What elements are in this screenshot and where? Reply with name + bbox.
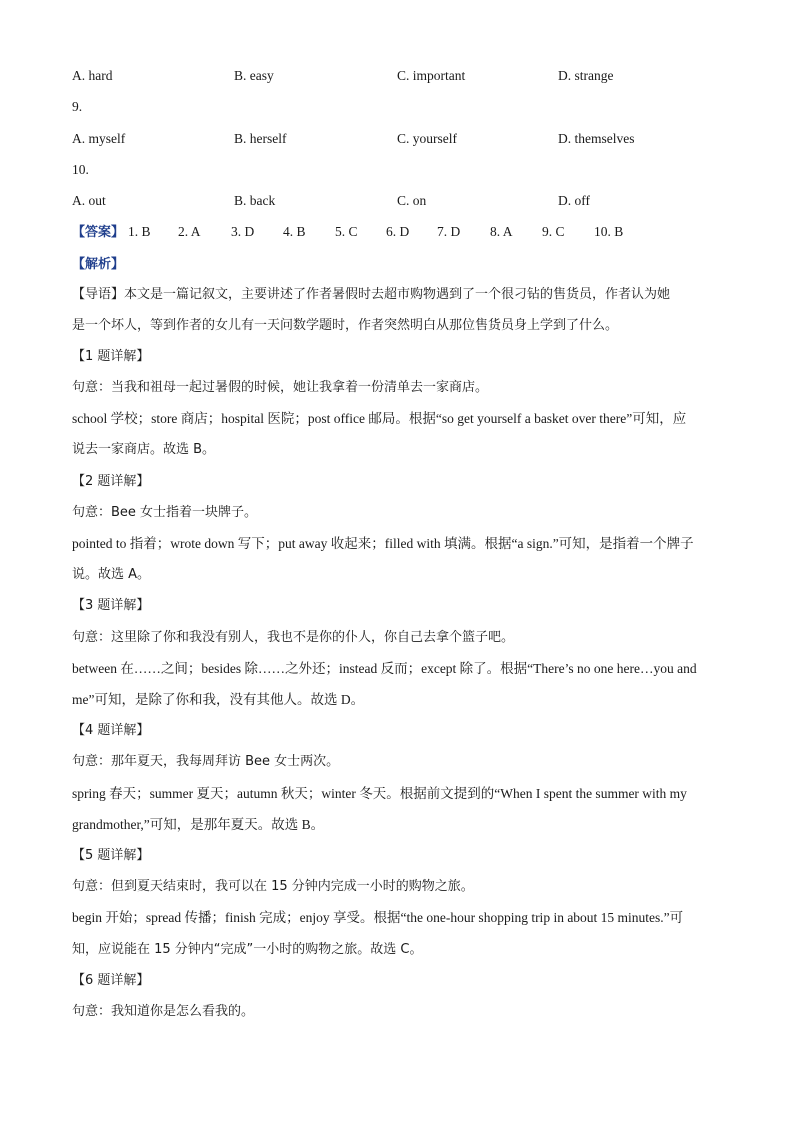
q2-heading: 【2 题详解】: [72, 474, 150, 489]
answer-item: 5. C: [335, 224, 358, 239]
answer-item: 10. B: [594, 224, 624, 239]
guide-text-1: 本文是一篇记叙文，主要讲述了作者暑假时去超市购物遇到了一个很刁钻的售货员，作者认为她: [124, 287, 671, 302]
answer-item: 7. D: [437, 224, 461, 239]
q6-heading: 【6 题详解】: [72, 973, 150, 988]
q10-number: 10.: [72, 162, 89, 177]
q5-meaning: 句意：但到夏天结束时，我可以在 15 分钟内完成一小时的购物之旅。: [72, 879, 474, 894]
q3-heading: 【3 题详解】: [72, 598, 150, 613]
q9-option-d: D. themselves: [558, 131, 635, 146]
answer-item: 9. C: [542, 224, 565, 239]
answer-item: 3. D: [231, 224, 255, 239]
q1-explain-2: 说去一家商店。故选 B。: [72, 442, 216, 457]
q10-option-c: C. on: [397, 193, 427, 208]
q9-option-b: B. herself: [234, 131, 287, 146]
q8-option-d: D. strange: [558, 68, 614, 83]
q4-explain-1: spring 春天；summer 夏天；autumn 秋天；winter 冬天。根据前文提到的“When I spent the summer with my: [72, 786, 687, 801]
q3-explain-2: me”可知，是除了你和我，没有其他人。故选 D。: [72, 692, 365, 707]
answer-row: [72, 222, 624, 242]
q10-option-b: B. back: [234, 193, 276, 208]
guide-line-1: [72, 285, 670, 305]
q4-meaning: 句意：那年夏天，我每周拜访 Bee 女士两次。: [72, 754, 340, 769]
answer-item: 2. A: [178, 224, 201, 239]
q8-option-c: C. important: [397, 68, 466, 83]
q10-option-d: D. off: [558, 193, 590, 208]
answer-item: 6. D: [386, 224, 410, 239]
q4-heading: 【4 题详解】: [72, 723, 150, 738]
q9-number: 9.: [72, 99, 83, 114]
answer-item: 8. A: [490, 224, 513, 239]
q5-explain-2: 知，应说能在 15 分钟内“完成”一小时的购物之旅。故选 C。: [72, 942, 423, 957]
q4-explain-2: grandmother,”可知，是那年夏天。故选 B。: [72, 817, 325, 832]
q2-explain-1: pointed to 指着；wrote down 写下；put away 收起来；filled with 填满。根据“a sign.”可知，是指着一个牌子: [72, 536, 694, 551]
q5-explain-1: begin 开始；spread 传播；finish 完成；enjoy 享受。根据“the one-hour shopping trip in about 15 minutes.”可: [72, 910, 684, 925]
q10-option-a: A. out: [72, 193, 106, 208]
q2-explain-2: 说。故选 A。: [72, 567, 151, 582]
q3-explain-1: between 在……之间；besides 除……之外还；instead 反而；except 除了。根据“There’s no one here…you and: [72, 661, 697, 676]
q9-option-c: C. yourself: [397, 131, 457, 146]
q8-option-b: B. easy: [234, 68, 274, 83]
q1-explain-1: school 学校；store 商店；hospital 医院；post office 邮局。根据“so get yourself a basket over there”可知，应: [72, 411, 687, 426]
analysis-heading: [72, 254, 124, 274]
q3-meaning: 句意：这里除了你和我没有别人，我也不是你的仆人，你自己去拿个篮子吧。: [72, 630, 515, 645]
q6-meaning: 句意：我知道你是怎么看我的。: [72, 1004, 255, 1019]
q9-option-a: A. myself: [72, 131, 126, 146]
analysis-label: 【解析】: [72, 257, 125, 272]
answer-item: 1. B: [128, 224, 151, 239]
answer-item: 4. B: [283, 224, 306, 239]
q1-heading: 【1 题详解】: [72, 349, 150, 364]
q8-option-a: A. hard: [72, 68, 113, 83]
q2-meaning: 句意：Bee 女士指着一块牌子。: [72, 505, 258, 520]
answer-label: 【答案】: [72, 225, 125, 240]
q1-meaning: 句意：当我和祖母一起过暑假的时候，她让我拿着一份清单去一家商店。: [72, 380, 489, 395]
guide-line-2: 是一个坏人，等到作者的女儿有一天问数学题时，作者突然明白从那位售货员身上学到了什么。: [72, 318, 619, 333]
q5-heading: 【5 题详解】: [72, 848, 150, 863]
guide-label: 【导语】: [72, 287, 125, 302]
